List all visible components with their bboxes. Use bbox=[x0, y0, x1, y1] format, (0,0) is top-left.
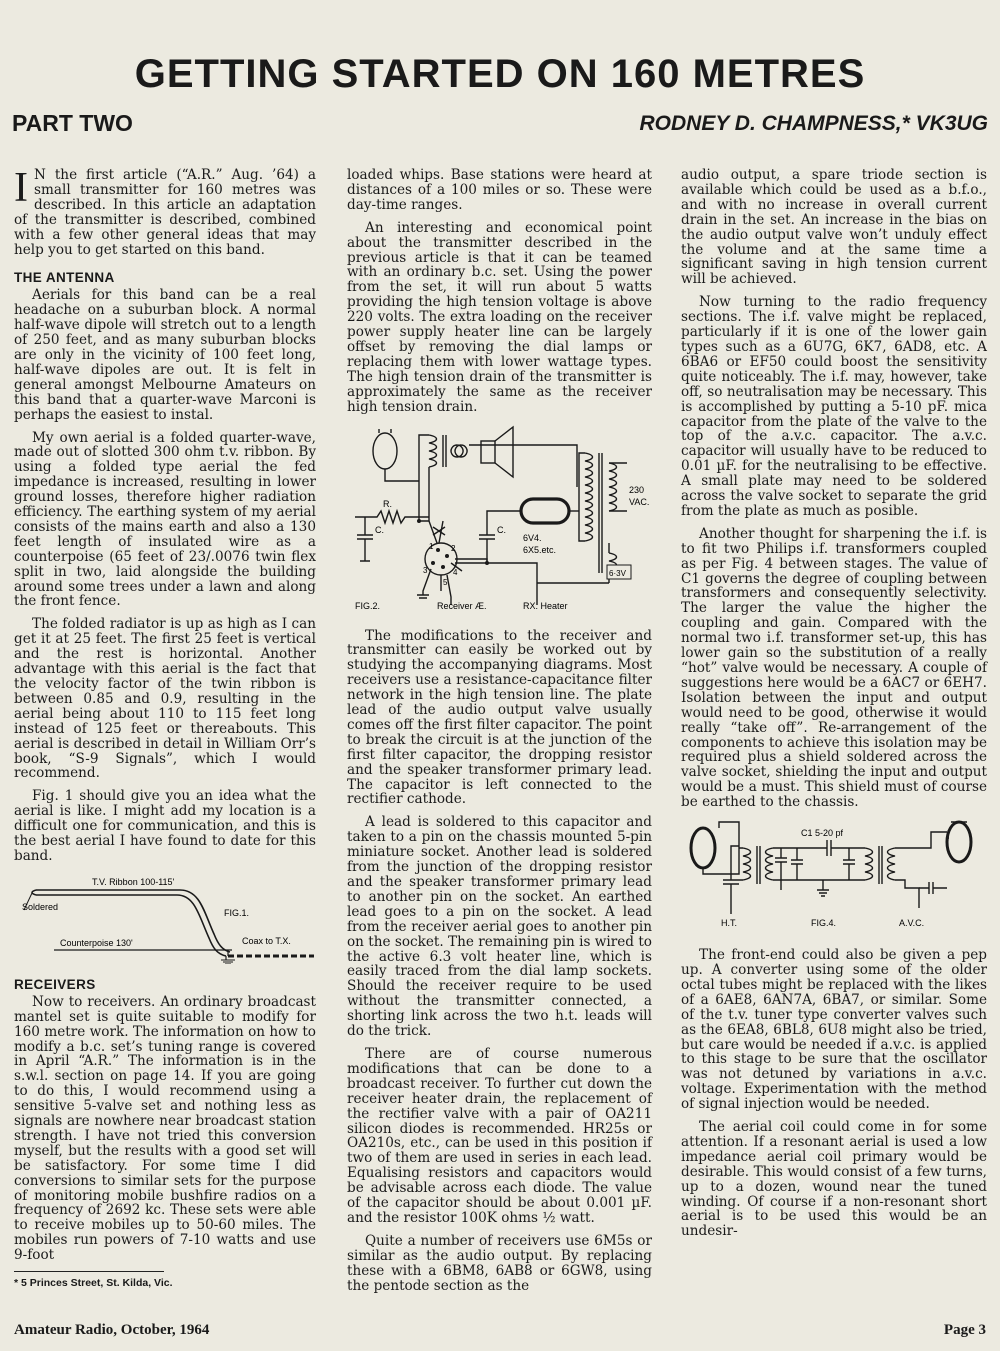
fig2-valve-label: 6V4. bbox=[523, 532, 542, 543]
column-1 bbox=[14, 165, 316, 1291]
fig4-avc-label: A.V.C. bbox=[899, 918, 925, 929]
fig2-c2-label: C. bbox=[497, 524, 506, 535]
drop-cap: I bbox=[14, 165, 28, 211]
publication-footer: Amateur Radio, October, 1964 bbox=[14, 1322, 210, 1338]
article-title: GETTING STARTED ON 160 METRES bbox=[134, 52, 866, 96]
paragraph: loaded whips. Base stations were heard at distances of a 100 miles or so. These were day-time ranges. bbox=[347, 167, 652, 213]
fig2-receiver-label: Receiver Æ. bbox=[437, 600, 487, 611]
fig2-pin-5: 5 bbox=[443, 577, 448, 587]
fig2-r-label: R. bbox=[383, 498, 392, 509]
fig2-c-label: C. bbox=[375, 524, 384, 535]
paragraph: Fig. 1 should give you an idea what the aerial is like. I might add my location is a difficult one for communication, and this is the best aerial I have found to date for this band. bbox=[14, 788, 316, 864]
paragraph: The modifications to the receiver and transmitter can easily be worked out by studying the accompanying diagrams. Most receivers use a resistance-capacitance filter network in the high tension line. The plate lead of the audio output valve usually comes off the first filter capacitor. The point to break the circuit is at the junction of the first filter capacitor, the dropping resistor and the speaker transformer primary lead. The capacitor is left connected to the rectifier cathode. bbox=[347, 627, 652, 808]
heading-antenna: THE ANTENNA bbox=[14, 270, 115, 286]
column-3 bbox=[681, 168, 987, 1247]
paragraph: An interesting and economical point about the transmitter described in the previous article is that it can be teamed with an ordinary b.c. set. Using the power from the set, it will run about 5 watts providing the high tension voltage is above 220 volts. The extra loading on the receiver power supply heater line can be largely offset by removing the dial lamps or replacing them with lower wattage types. The high tension drain of the transmitter is approximately the same as the receiver high tension drain. bbox=[347, 219, 652, 415]
paragraph: Now turning to the radio frequency sections. The i.f. valve might be replaced, particularly if it is one of the lower gain types such as a 6U7G, 6K7, 6AD8, etc. A 6BA6 or EF50 could boost the sensitivity quite noticeably. The i.f. may, however, take off, so neutralisation may be necessary. This is accomplished by putting a 5-10 pF. mica capacitor from the plate of the valve to the top of the a.v.c. capacitor. The a.v.c. capacitor will usually have to be reduced to 0.01 µF. for the neutralising to be effective. A small plate may need to be soldered across the valve socket to separate the grid from the plate as much as posible. bbox=[681, 294, 987, 519]
paragraph: The aerial coil could come in for some attention. If a resonant aerial is used a low impedance aerial coil primary would be desirable. This would consist of a few turns, up to a dozen, wound near the tuned winding. Of course if a non-resonant short aerial is to be used this would be an undesir- bbox=[681, 1119, 987, 1240]
column-2 bbox=[347, 168, 652, 1301]
footnote-rule bbox=[14, 1271, 164, 1272]
intro-text: N the first article (“A.R.” Aug. ’64) a small transmitter for 160 metres was described. In this article an adaptation of the transmitter is described, combined with a few other general ideas that may help you to get started on this band. bbox=[14, 167, 316, 258]
fig1-soldered-label: Soldered bbox=[22, 901, 59, 912]
heading-receivers: RECEIVERS bbox=[14, 976, 96, 992]
author-address-footnote: * 5 Princes Street, St. Kilda, Vic. bbox=[14, 1277, 173, 1290]
paragraph: Aerials for this band can be a real headache on a suburban block. A normal half-wave dipole will stretch out to a length of 250 feet, and as many suburban blocks are only in the vicinity of 100 feet long, half-wave dipoles are out. It is felt in general amongst Melbourne Amateurs on this band that a quarter-wave Marconi is perhaps the easiest to instal. bbox=[14, 287, 316, 423]
article-subtitle: PART TWO bbox=[12, 110, 133, 136]
fig2-rxheater-label: RX. Heater bbox=[523, 600, 568, 611]
paragraph: audio output, a spare triode section is available which could be used as a b.f.o., and with no increase in overall current drain in the set. An increase in the bias on the audio output valve won’t unduly effect the volume and at the same time a significant saving in high tension current will be achieved. bbox=[681, 167, 987, 288]
paragraph: There are of course numerous modifications that can be done to a broadcast receiver. To further cut down the receiver heater drain, the replacement of the rectifier valve with a pair of OA211 silicon diodes is recommended. HR25s or OA210s, etc., can be used in this position if two of them are used in series in each lead. Equalising resistors and capacitors would be advisable across each diode. The value of the capacitor should be about 0.001 µF. and the resistor 100K ohms ½ watt. bbox=[347, 1045, 652, 1226]
paragraph: Another thought for sharpening the i.f. is to fit two Philips i.f. transformers coupled as per Fig. 4 between stages. The value of C1 governs the degree of coupling between transformers and consequently selectivity. The larger the value the higher the coupling and gain. Compared with the normal two i.f. transformer set-up, this has lower gain so the substitution of a really “hot” valve would be necessary. A couple of suggestions here would be a 6AC7 or 6EH7. Isolation between the input and output would need to be good, otherwise it would really “take off”. Re-arrangement of the components to achieve this isolation may be required plus a shield soldered across the valve socket, shielding the input and output would be a must. This shield must of course be earthed to the chassis. bbox=[681, 525, 987, 811]
paragraph: The folded radiator is up as high as I can get it at 25 feet. The first 25 feet is vertical and the rest is horizontal. Another advantage with this aerial is the fact that the velocity factor of the twin ribbon is between 0.85 and 0.9, resulting in the aerial being about 110 to 115 feet long instead of 125 feet or thereabouts. This aerial is described in detail in William Orr’s book, “S-9 Signals”, which I would recommend. bbox=[14, 616, 316, 782]
paragraph: Quite a number of receivers use 6M5s or similar as the audio output. By replacing these with a 6BM8, 6AB8 or 6GW8, using the pentode section as the bbox=[347, 1232, 652, 1294]
paragraph: The front-end could also be given a pep up. A converter using some of the older octal tubes might be replaced with the likes of a 6AE8, 6AN7A, 6BA7, or similar. Some of the t.v. tuner type converter valves such as the 6EA8, 6BL8, 6U8 might also be tried, but care would be needed if a.v.c. is applied to this stage to be sure that the oscillator was not detuned by variations in a.v.c. voltage. Experimentation with the method of signal injection would be needed. bbox=[681, 947, 987, 1113]
fig2-230-label: 230 bbox=[629, 484, 645, 495]
fig1-ribbon-label: T.V. Ribbon 100-115' bbox=[92, 876, 175, 887]
fig2-pin-4: 4 bbox=[453, 567, 458, 577]
intro-paragraph bbox=[14, 165, 316, 258]
fig2-pin-1: 1 bbox=[429, 541, 434, 551]
fig4-if-transformer-diagram bbox=[681, 818, 987, 938]
fig2-pin-3: 3 bbox=[423, 565, 428, 575]
paragraph: Now to receivers. An ordinary broadcast mantel set is quite suitable to modify for 160 metre work. The information on how to modify a b.c. set’s tuning range is covered in April “A.R.” The information is in the s.w.l. section on page 14. If you are going to do this, I would recommend using a sensitive 5-valve set and nothing less as signals are nowhere near broadcast station strength. I have not tried this conversion myself, but the results with a good set will be satisfactory. For some time I did conversions to similar sets for the purpose of monitoring mobile bushfire radios on a frequency of 2692 kc. These sets were able to receive mobiles up to 50-60 miles. The mobiles run powers of 7-10 watts and use 9-foot bbox=[14, 993, 316, 1264]
fig4-ht-label: H.T. bbox=[721, 918, 738, 929]
fig2-label: FIG.2. bbox=[355, 600, 381, 611]
fig2-vac-label: VAC. bbox=[629, 496, 650, 507]
fig2-heater-voltage: 6·3V bbox=[609, 568, 626, 578]
page-number: Page 3 bbox=[943, 1322, 986, 1338]
fig1-label: FIG.1. bbox=[224, 907, 250, 918]
fig4-c1-label: C1 5-20 pf bbox=[801, 828, 844, 839]
fig2-circuit-diagram bbox=[347, 423, 652, 619]
fig1-coax-label: Coax to T.X. bbox=[242, 935, 291, 946]
fig1-aerial-diagram bbox=[14, 872, 316, 964]
fig2-valve2-label: 6X5.etc. bbox=[523, 544, 557, 555]
fig2-pin-2: 2 bbox=[451, 543, 456, 553]
paragraph: A lead is soldered to this capacitor and taken to a pin on the chassis mounted 5-pin miniature socket. Another lead is soldered from the junction of the dropping resistor and the speaker transformer primary lead to another pin on the socket. An earthed lead goes to a pin on the socket. A lead from the receiver aerial goes to another pin on the socket. The remaining pin is wired to the active 6.3 volt heater line, which is easily traced from the dial lamp sockets. Should the receiver require to be used without the transmitter connected, a shorting link across the two h.t. leads will do the trick. bbox=[347, 814, 652, 1040]
paragraph: My own aerial is a folded quarter-wave, made out of slotted 300 ohm t.v. ribbon. By using a folded type aerial the fed impedance is increased, resulting in lower ground losses, therefore higher radiation efficiency. The earthing system of my aerial consists of the mains earth and also a 130 feet length of insulated wire as a counterpoise (65 feet of 23/.0076 twin flex split in two, laid alongside the building around some trees under a lawn and along the front fence. bbox=[14, 429, 316, 610]
fig4-label: FIG.4. bbox=[811, 918, 837, 929]
fig1-counterpoise-label: Counterpoise 130' bbox=[60, 937, 133, 948]
author-byline: RODNEY D. CHAMPNESS,* VK3UG bbox=[639, 112, 988, 135]
